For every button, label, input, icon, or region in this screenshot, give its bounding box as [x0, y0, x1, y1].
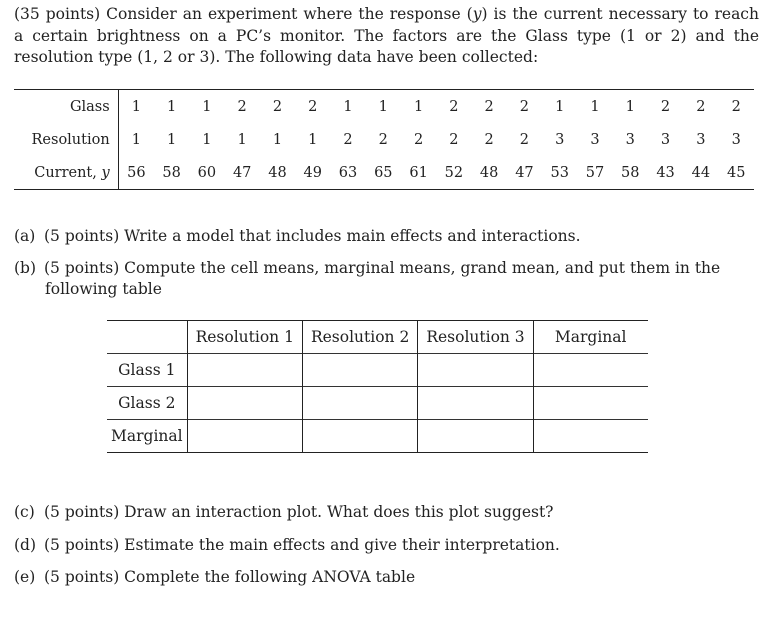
intro-line-2: a certain brightness on a PC’s monitor. The factors are the Glass type (1 or 2) and the	[14, 26, 759, 45]
resolution-cell: 2	[343, 131, 353, 148]
means-corner-cell	[107, 321, 187, 354]
glass-cell: 2	[696, 98, 706, 115]
question-c-text: (5 points) Draw an interaction plot. What does this plot suggest?	[44, 503, 554, 521]
means-row	[107, 420, 648, 453]
glass-cell: 2	[660, 98, 671, 115]
current-cell: 49	[303, 164, 322, 181]
glass-cell: 1	[131, 98, 141, 115]
question-e	[14, 567, 759, 588]
question-e-text: (5 points) Complete the following ANOVA table	[44, 568, 416, 586]
means-blank-cell	[533, 354, 648, 387]
resolution-cell: 1	[237, 131, 247, 148]
glass-cell: 2	[449, 98, 459, 115]
resolution-cell: 3	[731, 131, 741, 148]
glass-cell: 1	[625, 98, 635, 115]
glass-cell: 2	[519, 98, 530, 115]
glass-cell: 1	[413, 98, 424, 115]
current-cell: 63	[338, 164, 358, 181]
means-blank-cell	[418, 420, 533, 453]
glass-cell: 1	[590, 98, 600, 115]
resolution-cell: 2	[378, 131, 388, 148]
glass-cell: 1	[202, 98, 212, 115]
current-cell: 65	[374, 164, 393, 181]
means-row-label: Glass 2	[107, 387, 187, 420]
current-cell: 45	[727, 164, 746, 181]
means-blank-cell	[418, 387, 533, 420]
means-blank-cell	[187, 420, 302, 453]
glass-cell: 1	[378, 98, 388, 115]
current-cell: 48	[268, 164, 287, 181]
means-column-header: Marginal	[533, 321, 648, 354]
means-blank-cell	[302, 354, 417, 387]
question-d	[14, 535, 759, 556]
glass-cell: 2	[272, 98, 283, 115]
means-blank-cell	[187, 387, 302, 420]
question-d-label: (d)	[14, 536, 37, 554]
current-cell: 61	[409, 164, 428, 181]
glass-cell: 2	[237, 98, 247, 115]
question-e-label: (e)	[14, 568, 36, 586]
current-row-label: Current, y	[34, 164, 110, 181]
means-blank-cell	[187, 354, 302, 387]
means-row-label: Marginal	[107, 420, 187, 453]
glass-cell: 1	[555, 98, 565, 115]
intro-line-1: (35 points) Consider an experiment where the response (y) is the current necessary to reach	[14, 5, 759, 23]
means-row	[107, 354, 648, 387]
resolution-cell: 2	[484, 131, 494, 148]
glass-cell: 2	[731, 98, 741, 115]
question-a	[14, 226, 759, 247]
question-b-label: (b)	[14, 259, 37, 277]
glass-row-label: Glass	[69, 98, 110, 115]
question-b-text-2: following table	[45, 280, 162, 298]
glass-cell: 1	[166, 98, 177, 115]
question-b	[14, 258, 759, 300]
resolution-cell: 2	[413, 131, 424, 148]
question-c-label: (c)	[14, 503, 35, 521]
resolution-cell: 3	[555, 131, 565, 148]
question-b-text-1: (5 points) Compute the cell means, marginal means, grand mean, and put them in the	[44, 259, 721, 277]
question-a-label: (a)	[14, 227, 36, 245]
glass-cell: 2	[308, 98, 318, 115]
current-cell: 57	[585, 164, 605, 181]
means-row	[107, 387, 648, 420]
resolution-row	[14, 123, 754, 156]
resolution-cell: 3	[590, 131, 600, 148]
means-table	[107, 320, 648, 453]
resolution-cell: 1	[272, 131, 283, 148]
resolution-cell: 2	[449, 131, 459, 148]
current-cell: 48	[479, 164, 499, 181]
data-table	[14, 89, 754, 190]
current-cell: 60	[197, 164, 217, 181]
current-cell: 47	[515, 164, 534, 181]
means-blank-cell	[533, 387, 648, 420]
intro-line-3: resolution type (1, 2 or 3). The following data have been collected:	[14, 48, 539, 66]
resolution-cell: 1	[131, 131, 141, 148]
means-blank-cell	[302, 387, 417, 420]
means-blank-cell	[302, 420, 417, 453]
means-column-header: Resolution 3	[418, 321, 533, 354]
question-d-text: (5 points) Estimate the main effects and give their interpretation.	[44, 536, 560, 554]
resolution-cell: 2	[519, 131, 530, 148]
current-cell: 58	[162, 164, 181, 181]
glass-row	[14, 90, 754, 124]
means-blank-cell	[418, 354, 533, 387]
question-a-text: (5 points) Write a model that includes main effects and interactions.	[44, 227, 581, 245]
current-cell: 58	[621, 164, 640, 181]
current-cell: 56	[127, 164, 146, 181]
glass-cell: 1	[343, 98, 353, 115]
current-row	[14, 156, 754, 190]
current-cell: 43	[656, 164, 675, 181]
means-row-label: Glass 1	[107, 354, 187, 387]
resolution-cell: 3	[696, 131, 706, 148]
resolution-row-label: Resolution	[31, 131, 110, 148]
resolution-cell: 1	[308, 131, 318, 148]
resolution-cell: 1	[202, 131, 212, 148]
resolution-cell: 1	[166, 131, 177, 148]
current-cell: 44	[691, 164, 711, 181]
question-c	[14, 502, 759, 523]
resolution-cell: 3	[660, 131, 671, 148]
glass-cell: 2	[484, 98, 494, 115]
current-cell: 53	[550, 164, 569, 181]
problem-intro	[14, 4, 759, 69]
current-cell: 47	[232, 164, 252, 181]
means-blank-cell	[533, 420, 648, 453]
current-cell: 52	[444, 164, 464, 181]
means-header-row	[107, 321, 648, 354]
resolution-cell: 3	[625, 131, 635, 148]
means-column-header: Resolution 1	[187, 321, 302, 354]
means-column-header: Resolution 2	[302, 321, 417, 354]
